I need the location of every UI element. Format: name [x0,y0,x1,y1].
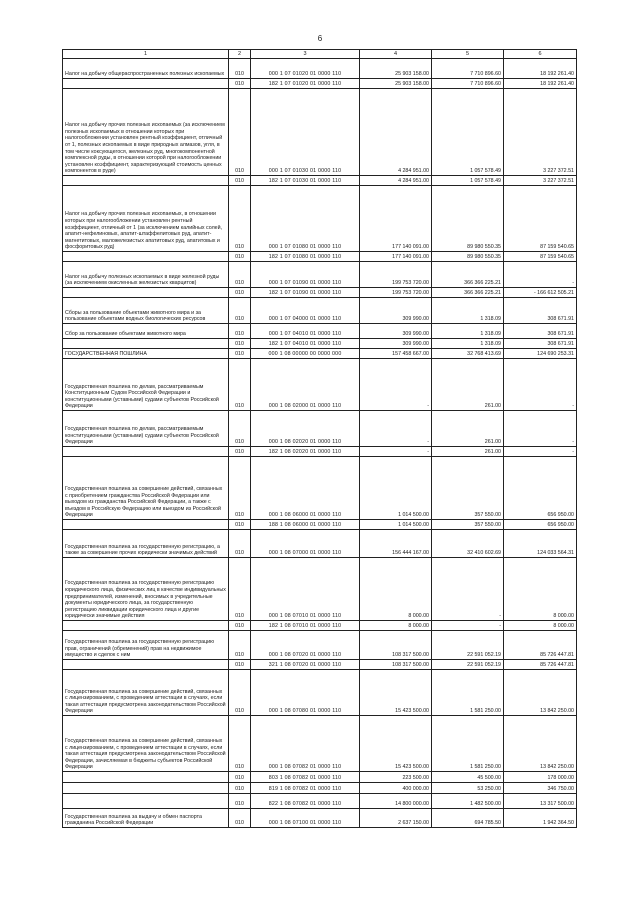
row-budget-code: 182 1 08 02020 01 0000 110 [251,447,360,457]
row-approved: 177 140 091.00 [360,186,432,252]
row-name [63,252,229,262]
row-code: 010 [229,349,251,359]
row-budget-code: 182 1 07 01080 01 0000 110 [251,252,360,262]
row-approved: 1 014 500.00 [360,457,432,520]
table-row [63,79,577,89]
table-row [63,411,577,447]
table-body [63,59,577,828]
row-approved: 14 800 000.00 [360,794,432,809]
row-code: 010 [229,324,251,339]
row-budget-code: 000 1 07 04000 01 0000 110 [251,298,360,324]
row-approved: 309 990.00 [360,339,432,349]
row-approved: 4 284 951.00 [360,176,432,186]
row-name: Государственная пошлина за государственную регистрацию прав, ограничений (обременений) прав на недвижимое имущество и сделок с ним [63,631,229,660]
row-executed: 1 057 578.49 [432,176,504,186]
table-row [63,809,577,828]
row-name: Налог на добычу прочих полезных ископаемых, в отношении которых при налогообложении установлен рентный коэффициент, отличный от 1 (за исключением калийных солей, апатит-нефелиновых, апатит-штаффелитовых руд, апатит-магнетитовых, маложелезистых апатитовых руд, апатитовых и фосфоритовых руд) [63,186,229,252]
row-executed: 1 482 500.00 [432,794,504,809]
table-row [63,59,577,79]
row-unexecuted: 308 671.91 [504,298,577,324]
row-name [63,783,229,794]
row-approved: 199 753 720.00 [360,262,432,288]
row-name: Государственная пошлина по делам, рассматриваемым конституционными (уставными) судами субъектов Российской Федерации [63,411,229,447]
row-code: 010 [229,457,251,520]
table-row [63,772,577,783]
row-code: 010 [229,59,251,79]
row-name: Налог на добычу прочих полезных ископаемых (за исключением полезных ископаемых в отношении которых при налогообложении установлен рентный коэффициент, отличный от 1, полезных ископаемых в виде природных алмазов, угля, в том числе коксующегося, железных руд, многокомпонентной комплексной руды, в отношении которой при налогообложении установлен коэффициент, характеризующий стоимость ценных компонентов в руде) [63,89,229,176]
row-name [63,79,229,89]
column-header: 5 [432,50,504,59]
row-budget-code: 182 1 07 04010 01 0000 110 [251,339,360,349]
row-unexecuted: 18 192 261.40 [504,59,577,79]
row-budget-code: 803 1 08 07082 01 0000 110 [251,772,360,783]
row-executed: 53 250.00 [432,783,504,794]
row-executed: 694 785.50 [432,809,504,828]
row-unexecuted: 346 750.00 [504,783,577,794]
row-name: Сборы за пользование объектами животного мира и за пользование объектами водных биологических ресурсов [63,298,229,324]
row-executed: 357 550.00 [432,520,504,530]
table-row [63,558,577,621]
row-code: 010 [229,447,251,457]
table-row [63,716,577,772]
row-budget-code: 000 1 07 01090 01 0000 110 [251,262,360,288]
table-row [63,89,577,176]
row-executed: 89 980 550.35 [432,252,504,262]
revenue-table [62,49,577,828]
table-row [63,262,577,288]
row-executed: 22 591 052.19 [432,631,504,660]
row-unexecuted: - 166 612 505.21 [504,288,577,298]
row-budget-code: 000 1 07 01020 01 0000 110 [251,59,360,79]
row-executed: 261.00 [432,447,504,457]
row-name [63,621,229,631]
row-executed: 7 710 896.60 [432,79,504,89]
row-approved: 108 317 500.00 [360,660,432,670]
row-code: 010 [229,288,251,298]
table-row [63,339,577,349]
row-budget-code: 182 1 08 07010 01 0000 110 [251,621,360,631]
row-code: 010 [229,298,251,324]
row-name [63,339,229,349]
row-unexecuted: 124 033 564.31 [504,530,577,558]
row-executed: 366 366 225.21 [432,262,504,288]
row-code: 010 [229,176,251,186]
row-approved: 199 753 720.00 [360,288,432,298]
row-approved: 1 014 500.00 [360,520,432,530]
row-name: Государственная пошлина за государственную регистрацию, а также за совершение прочих юридически значимых действий [63,530,229,558]
table-row [63,447,577,457]
row-executed: 22 591 052.19 [432,660,504,670]
row-approved: 25 903 158.00 [360,59,432,79]
row-name [63,447,229,457]
row-name: Налог на добычу общераспространенных полезных ископаемых [63,59,229,79]
table-row [63,670,577,716]
row-unexecuted: 308 671.91 [504,324,577,339]
row-approved: 309 990.00 [360,298,432,324]
row-unexecuted: - [504,411,577,447]
row-approved: 400 000.00 [360,783,432,794]
row-unexecuted: 124 690 253.31 [504,349,577,359]
row-unexecuted: - [504,262,577,288]
column-header: 6 [504,50,577,59]
row-approved: 4 284 951.00 [360,89,432,176]
row-approved: 15 423 500.00 [360,670,432,716]
table-row [63,631,577,660]
table-row [63,621,577,631]
row-executed: 1 318.09 [432,298,504,324]
row-executed: 366 366 225.21 [432,288,504,298]
row-executed: 89 980 550.35 [432,186,504,252]
row-code: 010 [229,621,251,631]
table-row [63,520,577,530]
row-unexecuted: 87 159 540.65 [504,186,577,252]
table-row [63,349,577,359]
row-executed: 1 581 250.00 [432,716,504,772]
row-name: Государственная пошлина за совершение действий, связанных с лицензированием, с проведением аттестации в случаях, если такая аттестация предусмотрена законодательством Российской Федерации, зачисляемая в бюджеты субъектов Российской Федерации [63,716,229,772]
row-executed: 1 057 578.49 [432,89,504,176]
row-budget-code: 182 1 07 01090 01 0000 110 [251,288,360,298]
row-executed: 261.00 [432,411,504,447]
row-unexecuted: 85 726 447.81 [504,631,577,660]
page-number: 6 [317,34,323,43]
row-code: 010 [229,809,251,828]
row-executed: - [432,558,504,621]
table-row [63,783,577,794]
row-budget-code: 000 1 07 01080 01 0000 110 [251,186,360,252]
row-code: 010 [229,252,251,262]
table-row [63,660,577,670]
row-budget-code: 182 1 07 01030 01 0000 110 [251,176,360,186]
row-budget-code: 321 1 08 07020 01 0000 110 [251,660,360,670]
column-header: 4 [360,50,432,59]
row-name [63,772,229,783]
row-budget-code: 182 1 07 01020 01 0000 110 [251,79,360,89]
row-budget-code: 000 1 08 07100 01 0000 110 [251,809,360,828]
row-name: Государственная пошлина за выдачу и обмен паспорта гражданина Российской Федерации [63,809,229,828]
row-approved: 108 317 500.00 [360,631,432,660]
table-row [63,457,577,520]
row-name: Налог на добычу полезных ископаемых в виде железной руды (за исключением окисленных железистых кварцитов) [63,262,229,288]
row-code: 010 [229,772,251,783]
row-name [63,660,229,670]
row-name: Государственная пошлина за государственную регистрацию юридического лица, физических лиц в качестве индивидуальных предпринимателей, изменений, вносимых в учредительные документы юридического лица, за государственную регистрацию ликвидации юридического лица и другие юридически значимые действия [63,558,229,621]
row-code: 010 [229,716,251,772]
row-executed: 1 318.09 [432,324,504,339]
row-unexecuted: - [504,447,577,457]
row-approved: - [360,359,432,411]
row-approved: 8 000.00 [360,621,432,631]
row-approved: 156 444 167.00 [360,530,432,558]
row-unexecuted: 3 227 372.51 [504,176,577,186]
row-code: 010 [229,530,251,558]
row-code: 010 [229,339,251,349]
row-approved: 8 000.00 [360,558,432,621]
row-code: 010 [229,794,251,809]
row-name [63,794,229,809]
row-unexecuted: 178 000.00 [504,772,577,783]
row-code: 010 [229,660,251,670]
table-row [63,252,577,262]
row-unexecuted: 1 942 364.50 [504,809,577,828]
table-row [63,324,577,339]
row-name: Государственная пошлина по делам, рассматриваемым Конституционным Судом Российской Федерации и конституционными (уставными) судами субъектов Российской Федерации [63,359,229,411]
row-unexecuted: 13 842 250.00 [504,670,577,716]
row-name: Государственная пошлина за совершение действий, связанных с приобретением гражданства Российской Федерации или выходом из гражданства Российской Федерации, а также с въездом в Российскую Федерацию или выездом из Российской Федерации [63,457,229,520]
row-name: Государственная пошлина за совершение действий, связанных с лицензированием, с проведением аттестации в случаях, если такая аттестация предусмотрена законодательством Российской Федерации [63,670,229,716]
row-code: 010 [229,520,251,530]
row-unexecuted: 18 192 261.40 [504,79,577,89]
row-code: 010 [229,411,251,447]
row-executed: - [432,621,504,631]
row-executed: 1 581 250.00 [432,670,504,716]
row-executed: 261.00 [432,359,504,411]
row-approved: 309 990.00 [360,324,432,339]
row-code: 010 [229,783,251,794]
row-approved: 2 637 150.00 [360,809,432,828]
table-row [63,359,577,411]
column-header: 1 [63,50,229,59]
row-unexecuted: 308 671.91 [504,339,577,349]
table-row [63,530,577,558]
table-row [63,186,577,252]
row-name: ГОСУДАРСТВЕННАЯ ПОШЛИНА [63,349,229,359]
row-code: 010 [229,79,251,89]
row-budget-code: 000 1 08 06000 01 0000 110 [251,457,360,520]
row-budget-code: 000 1 08 07082 01 0000 110 [251,716,360,772]
row-budget-code: 000 1 08 07010 01 0000 110 [251,558,360,621]
row-code: 010 [229,89,251,176]
row-unexecuted: 85 726 447.81 [504,660,577,670]
table-row [63,176,577,186]
row-code: 010 [229,186,251,252]
row-unexecuted: 13 317 500.00 [504,794,577,809]
row-executed: 357 550.00 [432,457,504,520]
row-unexecuted: 656 950.00 [504,520,577,530]
header-row [63,50,577,59]
row-approved: 157 458 667.00 [360,349,432,359]
row-unexecuted: 13 842 250.00 [504,716,577,772]
row-unexecuted: 87 159 540.65 [504,252,577,262]
row-approved: - [360,447,432,457]
row-code: 010 [229,631,251,660]
row-unexecuted: 8 000.00 [504,621,577,631]
row-code: 010 [229,670,251,716]
row-budget-code: 000 1 07 01030 01 0000 110 [251,89,360,176]
row-budget-code: 188 1 08 06000 01 0000 110 [251,520,360,530]
row-unexecuted: 656 950.00 [504,457,577,520]
row-executed: 7 710 896.60 [432,59,504,79]
row-budget-code: 000 1 08 07020 01 0000 110 [251,631,360,660]
row-approved: 15 423 500.00 [360,716,432,772]
column-header: 3 [251,50,360,59]
table-row [63,288,577,298]
row-executed: 32 768 413.69 [432,349,504,359]
row-executed: 45 500.00 [432,772,504,783]
row-approved: 223 500.00 [360,772,432,783]
row-name [63,520,229,530]
row-executed: 1 318.09 [432,339,504,349]
row-code: 010 [229,359,251,411]
column-header: 2 [229,50,251,59]
row-budget-code: 000 1 08 00000 00 0000 000 [251,349,360,359]
row-code: 010 [229,262,251,288]
row-approved: 25 903 158.00 [360,79,432,89]
row-unexecuted: 3 227 372.51 [504,89,577,176]
row-budget-code: 000 1 08 02020 01 0000 110 [251,411,360,447]
row-budget-code: 000 1 08 07000 01 0000 110 [251,530,360,558]
table-row [63,794,577,809]
row-name [63,288,229,298]
row-name: Сбор за пользование объектами животного мира [63,324,229,339]
row-code: 010 [229,558,251,621]
row-budget-code: 822 1 08 07082 01 0000 110 [251,794,360,809]
row-approved: 177 140 091.00 [360,252,432,262]
row-budget-code: 000 1 07 04010 01 0000 110 [251,324,360,339]
row-name [63,176,229,186]
row-budget-code: 000 1 08 02000 01 0000 110 [251,359,360,411]
row-budget-code: 819 1 08 07082 01 0000 110 [251,783,360,794]
row-unexecuted: 8 000.00 [504,558,577,621]
row-unexecuted: - [504,359,577,411]
table-row [63,298,577,324]
row-executed: 32 410 602.69 [432,530,504,558]
row-budget-code: 000 1 08 07080 01 0000 110 [251,670,360,716]
row-approved: - [360,411,432,447]
